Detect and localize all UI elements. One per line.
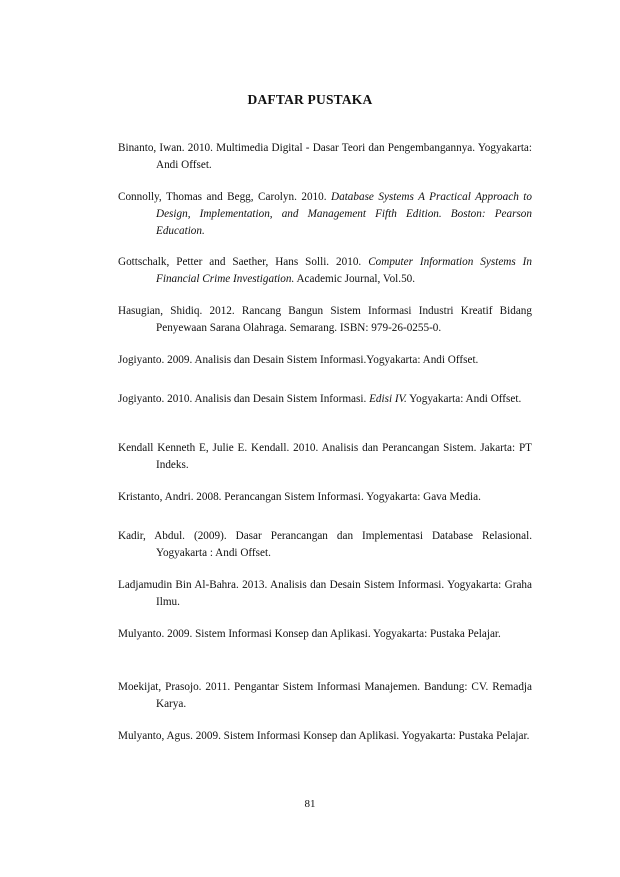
reference-text: Jogiyanto. 2009. Analisis dan Desain Sistem Informasi.Yogyakarta: Andi Offset.: [118, 354, 479, 366]
reference-entry: [118, 189, 532, 240]
page-number: 81: [304, 798, 316, 810]
reference-italic-text: Computer Information Systems In Financial Crime Investigation.: [156, 256, 532, 285]
reference-italic-text: Edisi IV.: [369, 393, 407, 405]
reference-text-tail: Yogyakarta: Andi Offset.: [406, 393, 522, 405]
reference-italic-text: Database Systems A Practical Approach to Design, Implementation, and Management Fifth Edition. Boston: Pearson Education.: [156, 191, 532, 237]
reference-text: Binanto, Iwan. 2010. Multimedia Digital - Dasar Teori dan Pengembangannya. Yogyakarta: Andi Offset.: [118, 142, 532, 171]
reference-text: Kristanto, Andri. 2008. Perancangan Sistem Informasi. Yogyakarta: Gava Media.: [118, 491, 481, 503]
reference-entry: [118, 303, 532, 337]
reference-text: Ladjamudin Bin Al-Bahra. 2013. Analisis dan Desain Sistem Informasi. Yogyakarta: Graha Ilmu.: [118, 579, 532, 608]
reference-text: Hasugian, Shidiq. 2012. Rancang Bangun Sistem Informasi Industri Kreatif Bidang Penyewaan Sarana Olahraga. Semarang. ISBN: 979-26-0255-0.: [118, 305, 532, 334]
reference-entry: [118, 626, 532, 643]
reference-text: Moekijat, Prasojo. 2011. Pengantar Sistem Informasi Manajemen. Bandung: CV. Remadja Karya.: [118, 681, 532, 710]
reference-text: Gottschalk, Petter and Saether, Hans Solli. 2010.: [118, 256, 369, 268]
reference-entry: [118, 254, 532, 288]
reference-text: Mulyanto, Agus. 2009. Sistem Informasi Konsep dan Aplikasi. Yogyakarta: Pustaka Pelajar.: [118, 730, 530, 742]
reference-entry: [118, 352, 532, 369]
reference-entry: [118, 391, 532, 408]
reference-text: Jogiyanto. 2010. Analisis dan Desain Sistem Informasi.: [118, 393, 370, 405]
reference-entry: [118, 528, 532, 562]
reference-entry: [118, 440, 532, 474]
reference-entry: [118, 489, 532, 506]
reference-entry: [118, 728, 532, 745]
reference-text: Mulyanto. 2009. Sistem Informasi Konsep dan Aplikasi. Yogyakarta: Pustaka Pelajar.: [118, 628, 501, 640]
reference-entry: [118, 577, 532, 611]
reference-entry: [118, 140, 532, 174]
reference-text: Connolly, Thomas and Begg, Carolyn. 2010.: [118, 191, 332, 203]
reference-entry: [118, 679, 532, 713]
reference-text: Kadir, Abdul. (2009). Dasar Perancangan dan Implementasi Database Relasional. Yogyakarta : Andi Offset.: [118, 530, 532, 559]
page-title: DAFTAR PUSTAKA: [247, 92, 373, 107]
reference-text: Kendall Kenneth E, Julie E. Kendall. 2010. Analisis dan Perancangan Sistem. Jakarta: PT Indeks.: [118, 442, 532, 471]
reference-text-tail: Academic Journal, Vol.50.: [294, 273, 416, 285]
